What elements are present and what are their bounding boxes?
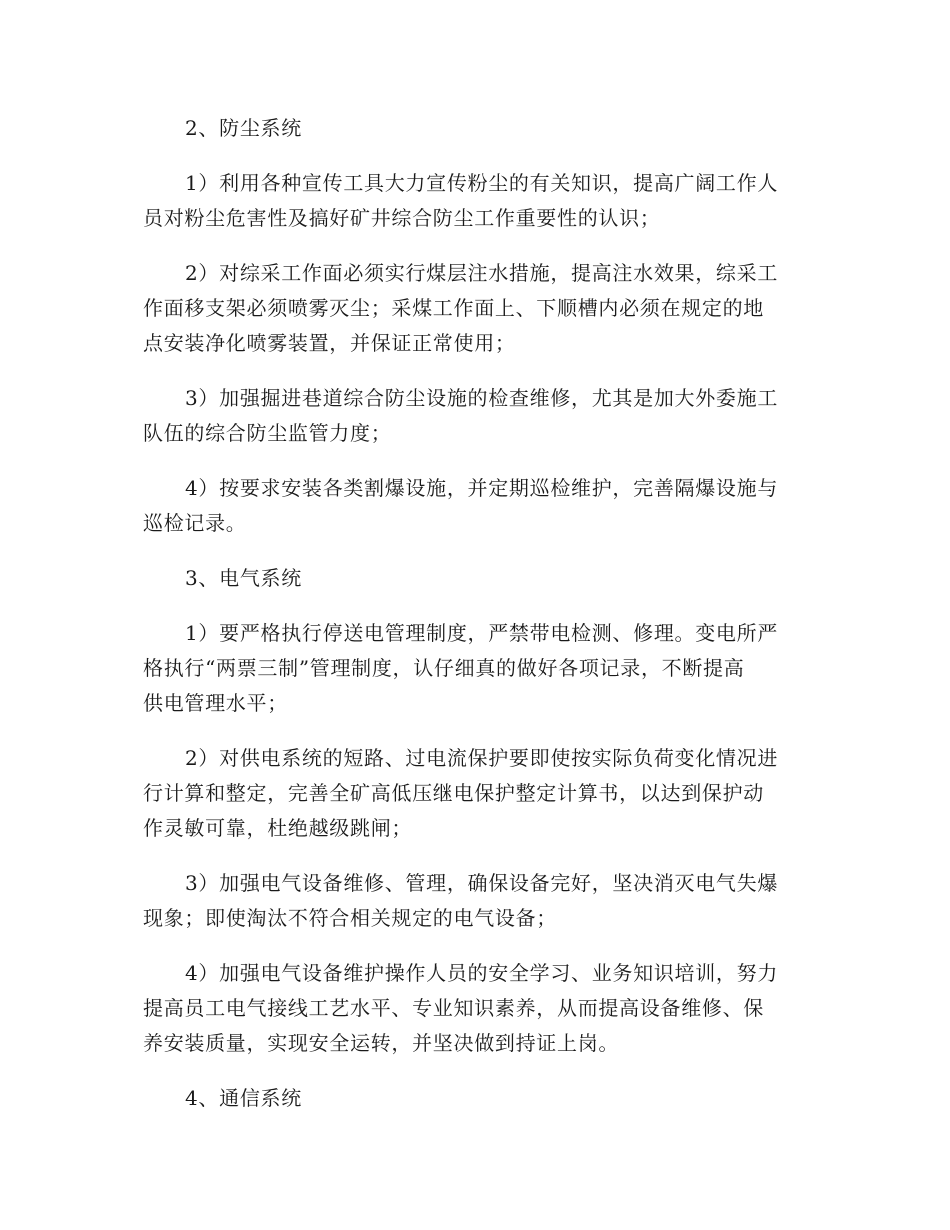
paragraph-line: 1）利用各种宣传工具大力宣传粉尘的有关知识，提高广阔工作人: [185, 171, 779, 195]
paragraph-line: 供电管理水平；: [143, 691, 288, 715]
paragraph-line: 现象；即使淘汰不符合相关规定的电气设备；: [143, 906, 557, 930]
paragraph-line: 员对粉尘危害性及搞好矿井综合防尘工作重要性的认识；: [143, 206, 661, 230]
paragraph-line: 2）对综采工作面必须实行煤层注水措施，提高注水效果，综采工: [185, 261, 779, 285]
paragraph-line: 养安装质量，实现安全运转，并坚决做到持证上岗。: [143, 1031, 620, 1055]
paragraph-line: 点安装净化喷雾装置，并保证正常使用；: [143, 331, 516, 355]
section-heading: 3、电气系统: [185, 566, 302, 590]
paragraph-line: 3）加强电气设备维修、管理，确保设备完好，坚决消灭电气失爆: [185, 871, 779, 895]
paragraph-line: 4）按要求安装各类割爆设施，并定期巡检维护，完善隔爆设施与: [185, 476, 779, 500]
paragraph-line: 1）要严格执行停送电管理制度，严禁带电检测、修理。变电所严: [185, 621, 779, 645]
paragraph-line: 巡检记录。: [143, 511, 247, 535]
paragraph-line: 作灵敏可靠，杜绝越级跳闸；: [143, 816, 413, 840]
paragraph-line: 提高员工电气接线工艺水平、专业知识素养，从而提高设备维修、保: [143, 996, 764, 1020]
section-heading: 2、防尘系统: [185, 116, 302, 140]
paragraph-line: 4）加强电气设备维护操作人员的安全学习、业务知识培训，努力: [185, 961, 779, 985]
paragraph-line: 3）加强掘进巷道综合防尘设施的检查维修，尤其是加大外委施工: [185, 386, 779, 410]
paragraph-line: 格执行“两票三制”管理制度，认仔细真的做好各项记录，不断提高: [143, 656, 745, 680]
paragraph-line: 作面移支架必须喷雾灭尘；采煤工作面上、下顺槽内必须在规定的地: [143, 296, 764, 320]
section-heading: 4、通信系统: [185, 1086, 302, 1110]
paragraph-line: 队伍的综合防尘监管力度；: [143, 421, 392, 445]
paragraph-line: 行计算和整定，完善全矿高低压继电保护整定计算书，以达到保护动: [143, 781, 764, 805]
paragraph-line: 2）对供电系统的短路、过电流保护要即使按实际负荷变化情况进: [185, 746, 779, 770]
